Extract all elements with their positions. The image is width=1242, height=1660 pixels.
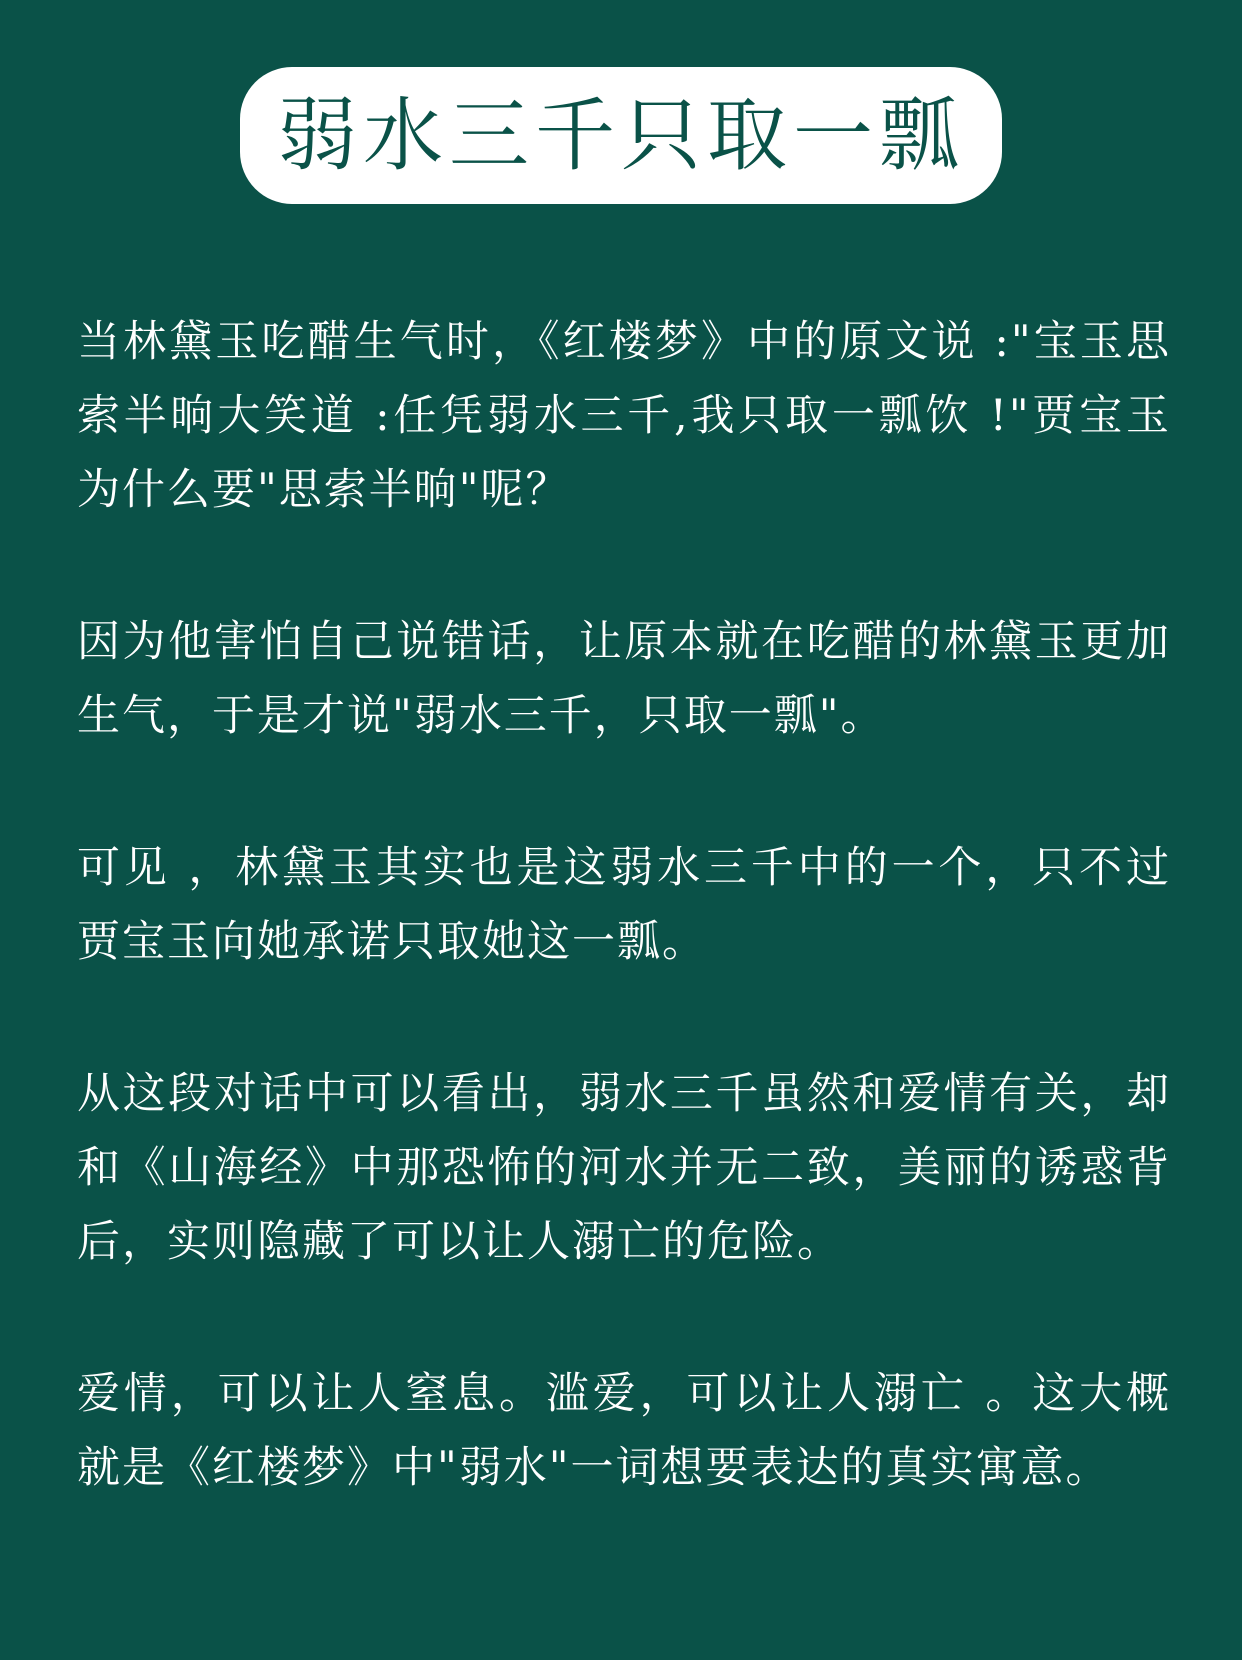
page-title: 弱水三千只取一瓢: [277, 88, 965, 182]
paragraph-5: 爱情，可以让人窒息。滥爱，可以让人溺亡 。这大概就是《红楼梦》中"弱水"一词想要表达的真实寓意。: [77, 1369, 1171, 1493]
title-banner: [240, 67, 1002, 204]
paragraph-1: 当林黛玉吃醋生气时，《红楼梦》中的原文说 :"宝玉思索半晌大笑道 :任凭弱水三千,我只取一瓢饮 !"贾宝玉为什么要"思索半晌"呢？: [77, 317, 1171, 515]
paragraph-2: 因为他害怕自己说错话，让原本就在吃醋的林黛玉更加生气，于是才说"弱水三千，只取一瓢"。: [77, 617, 1171, 741]
article-body: [77, 305, 1171, 1505]
paragraph-4: 从这段对话中可以看出，弱水三千虽然和爱情有关，却和《山海经》中那恐怖的河水并无二致，美丽的诱惑背后，实则隐藏了可以让人溺亡的危险。: [77, 1069, 1171, 1267]
paragraph-3: 可见 ，林黛玉其实也是这弱水三千中的一个，只不过贾宝玉向她承诺只取她这一瓢。: [77, 843, 1171, 967]
